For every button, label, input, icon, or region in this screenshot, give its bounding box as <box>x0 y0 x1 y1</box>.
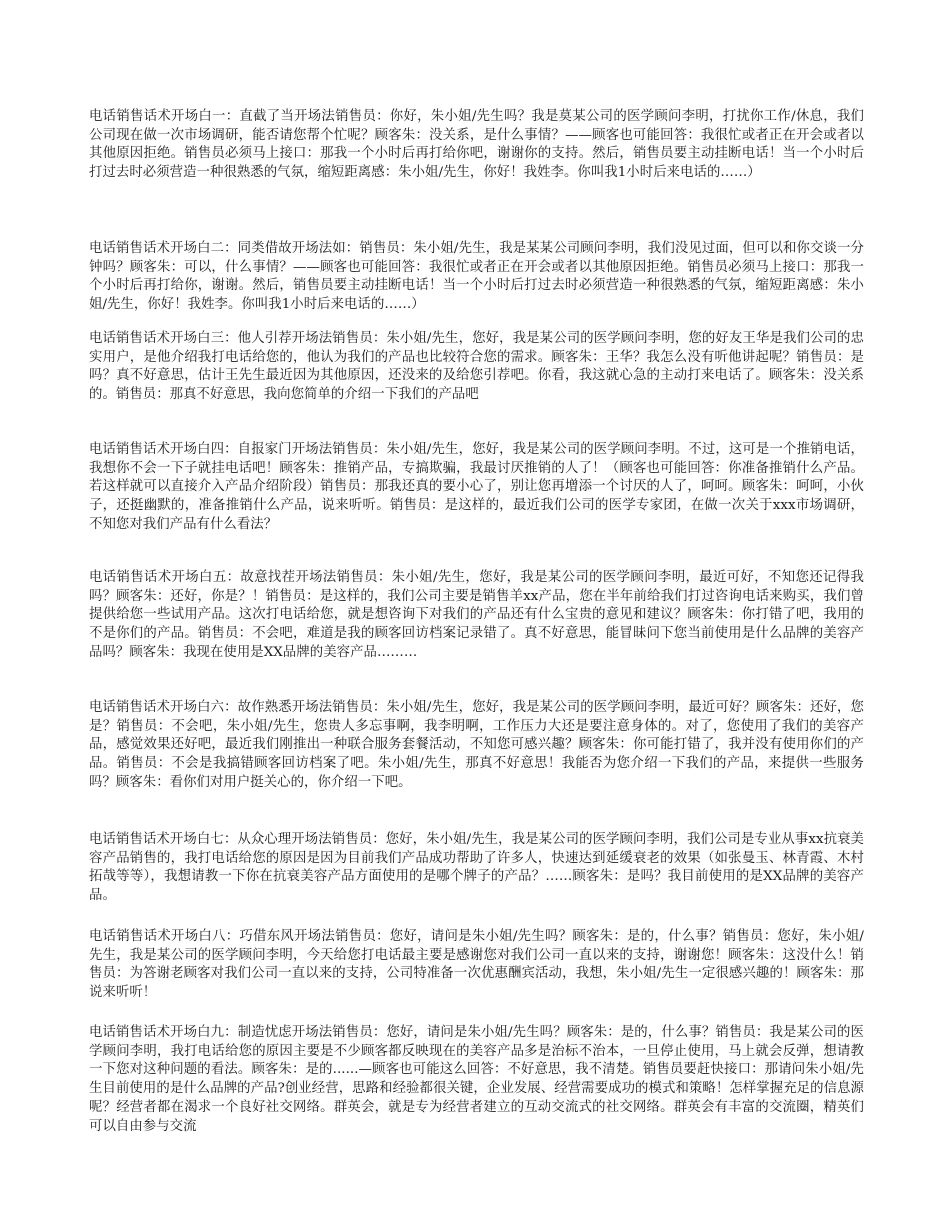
paragraph-opening-3: 电话销售话术开场白三：他人引荐开场法销售员：朱小姐/先生，您好，我是某公司的医学顾问李明，您的好友王华是我们公司的忠实用户，是他介绍我打电话给您的，他认为我们的产品也比较符合您的需求。顾客朱：王华？我怎么没有听他讲起呢？销售员：是吗？真不好意思，估计王先生最近因为其他原因，还没来的及给您引荐吧。你看，我这就心急的主动打来电话了。顾客朱：没关系的。销售员：那真不好意思，我向您简单的介绍一下我们的产品吧 <box>89 331 864 403</box>
paragraph-opening-4: 电话销售话术开场白四：自报家门开场法销售员：朱小姐/先生，您好，我是某公司的医学顾问李明。不过，这可是一个推销电话，我想你不会一下子就挂电话吧！顾客朱：推销产品，专搞欺骗，我最讨厌推销的人了！（顾客也可能回答：你准备推销什么产品。若这样就可以直接介入产品介绍阶段）销售员：那我还真的要小心了，别让您再增添一个讨厌的人了，呵呵。顾客朱：呵呵，小伙子，还挺幽默的，准备推销什么产品，说来听听。销售员：是这样的，最近我们公司的医学专家团，在做一次关于xxx市场调研，不知您对我们产品有什么看法？ <box>89 442 864 532</box>
paragraph-opening-9: 电话销售话术开场白九：制造忧虑开场法销售员：您好，请问是朱小姐/先生吗？顾客朱：是的，什么事？销售员：我是某公司的医学顾问李明，我打电话给您的原因主要是不少顾客都反映现在的美容产品多是治标不治本，一旦停止使用，马上就会反弹，想请教一下您对这种问题的看法。顾客朱：是的......—顾客也可能这么回答：不好意思，我不清楚。销售员要赶快接口：那请问朱小姐/先生目前使用的是什么品牌的产品?创业经营，思路和经验都很关键，企业发展、经营需要成功的模式和策略！怎样掌握充足的信息源呢？经营者都在渴求一个良好社交网络。群英会，就是专为经营者建立的互动交流式的社交网络。群英会有丰富的交流圈，精英们可以自由参与交流 <box>89 1025 864 1134</box>
paragraph-opening-6: 电话销售话术开场白六：故作熟悉开场法销售员：朱小姐/先生，您好，我是某公司的医学顾问李明，最近可好？顾客朱：还好，您是？销售员：不会吧，朱小姐/先生，您贵人多忘事啊，我李明啊，工作压力大还是要注意身体的。对了，您使用了我们的美容产品，感觉效果还好吧，最近我们刚推出一种联合服务套餐活动，不知您可感兴趣？顾客朱：你可能打错了，我并没有使用你们的产品。销售员：不会是我搞错顾客回访档案了吧。朱小姐/先生，那真不好意思！我能否为您介绍一下我们的产品，来提供一些服务吗？顾客朱：看你们对用户挺关心的，你介绍一下吧。 <box>89 700 864 790</box>
paragraph-opening-1: 电话销售话术开场白一：直截了当开场法销售员：你好，朱小姐/先生吗？我是莫某公司的医学顾问李明，打扰你工作/休息，我们公司现在做一次市场调研，能否请您帮个忙呢？顾客朱：没关系，是什么事情？——顾客也可能回答：我很忙或者正在开会或者以其他原因拒绝。销售员必须马上接口：那我一个小时后再打给你吧，谢谢你的支持。然后，销售员要主动挂断电话！当一个小时后打过去时必须营造一种很熟悉的气氛，缩短距离感：朱小姐/先生，你好！我姓李。你叫我1小时后来电话的……） <box>89 109 864 181</box>
paragraph-opening-8: 电话销售话术开场白八：巧借东风开场法销售员：您好，请问是朱小姐/先生吗？顾客朱：是的，什么事？销售员：您好，朱小姐/先生，我是某公司的医学顾问李明，今天给您打电话最主要是感谢您对我们公司一直以来的支持，谢谢您！顾客朱：这没什么！销售员：为答谢老顾客对我们公司一直以来的支持，公司特准备一次优惠酬宾活动，我想，朱小姐/先生一定很感兴趣的！顾客朱：那说来听听！ <box>89 929 864 1001</box>
paragraph-opening-7: 电话销售话术开场白七：从众心理开场法销售员：您好，朱小姐/先生，我是某公司的医学顾问李明，我们公司是专业从事xx抗衰美容产品销售的，我打电话给您的原因是因为目前我们产品成功帮助了许多人，快速达到延缓衰老的效果（如张曼玉、林青霞、木村拓哉等等），我想请教一下你在抗衰美容产品方面使用的是哪个牌子的产品？……顾客朱：是吗？我目前使用的是XX品牌的美容产品。 <box>89 832 864 904</box>
paragraph-opening-5: 电话销售话术开场白五：故意找茬开场法销售员：朱小姐/先生，您好，我是某公司的医学顾问李明，最近可好，不知您还记得我吗？顾客朱：还好，你是？！销售员：是这样的，我们公司主要是销售羊xx产品，您在半年前给我们打过咨询电话来购买，我们曾提供给您一些试用产品。这次打电话给您，就是想咨询下对我们的产品还有什么宝贵的意见和建议？顾客朱：你打错了吧，我用的不是你们的产品。销售员：不会吧，难道是我的顾客回访档案记录错了。真不好意思，能冒昧问下您当前使用是什么品牌的美容产品吗？顾客朱：我现在使用是XX品牌的美容产品……… <box>89 570 864 660</box>
paragraph-opening-2: 电话销售话术开场白二：同类借故开场法如：销售员：朱小姐/先生，我是某某公司顾问李明，我们没见过面，但可以和你交谈一分钟吗？顾客朱：可以，什么事情？——顾客也可能回答：我很忙或者正在开会或者以其他原因拒绝。销售员必须马上接口：那我一个小时后再打给你，谢谢。然后，销售员要主动挂断电话！当一个小时后打过去时必须营造一种很熟悉的气氛，缩短距离感：朱小姐/先生，你好！我姓李。你叫我1小时后来电话的……） <box>89 241 864 313</box>
